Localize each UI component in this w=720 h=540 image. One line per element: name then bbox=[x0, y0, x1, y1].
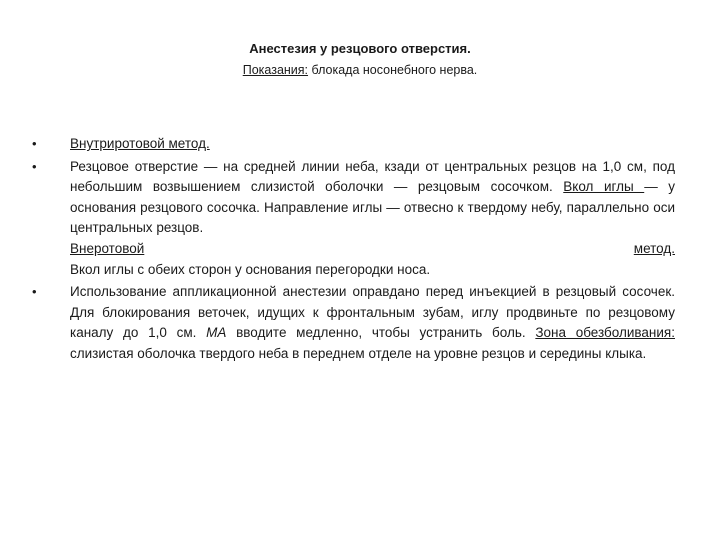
bullet-list bbox=[70, 134, 675, 367]
extraoral-label: Внеротовой bbox=[70, 240, 145, 256]
slide-subtitle bbox=[0, 62, 720, 78]
bullet-2-text-2: — у основания резцового сосочка. Направление иглы — отвесно к твердому небу, параллельно оси центральных резцов. bbox=[70, 179, 675, 236]
bullet-item-3 bbox=[70, 282, 675, 364]
method-label: метод. bbox=[633, 240, 675, 256]
anesthesia-zone-label: Зона обезболивания: bbox=[535, 325, 675, 341]
bullet-3-text-3: слизистая оболочка твердого неба в переднем отделе на уровне резцов и середины клыка. bbox=[70, 345, 647, 361]
bullet-3-text-1: Использование аппликационной анестезии оправдано перед инъекцией в резцовый сосочек. Для блокирования веточек, идущих к фронтальным зубам, иглу продвиньте по резцовому каналу до 1,0 см. bbox=[70, 284, 675, 341]
bullet-2-text-1: Резцовое отверстие — на средней линии неба, кзади от центральных резцов на 1,0 см, под небольшим возвышением слизистой оболочки — резцовым сосочком. bbox=[70, 158, 675, 195]
bullet-2-text-3: Вкол иглы с обеих сторон у основания перегородки носа. bbox=[70, 261, 431, 277]
slide-title: Анестезия у резцового отверстия. bbox=[249, 41, 471, 56]
extraoral-method-line bbox=[70, 239, 675, 260]
indications-text: блокада носонебного нерва. bbox=[308, 63, 478, 77]
bullet-item-2 bbox=[70, 157, 675, 281]
bullet-3-text-2: вводите медленно, чтобы устранить боль. bbox=[226, 325, 536, 341]
intraoral-method-heading: Внутриротовой метод. bbox=[70, 136, 210, 151]
needle-insertion-label: Вкол иглы bbox=[563, 179, 645, 195]
bullet-item-1 bbox=[70, 134, 675, 155]
indications-label: Показания: bbox=[242, 63, 309, 77]
ma-abbreviation: МА bbox=[206, 325, 227, 341]
